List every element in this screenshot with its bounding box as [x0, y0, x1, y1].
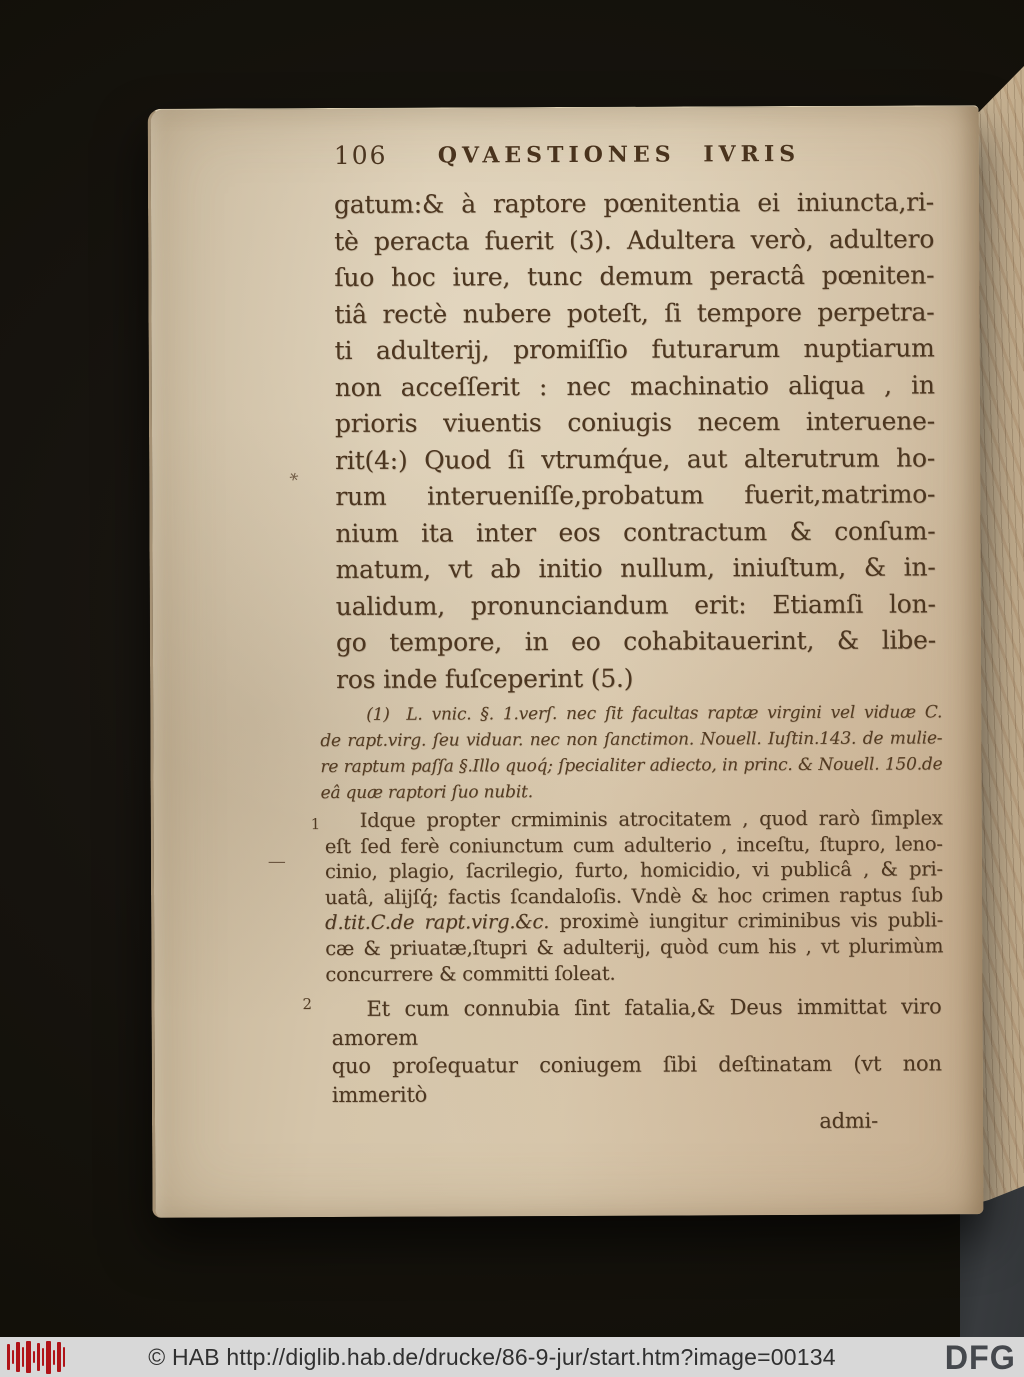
- page-number: 106: [333, 140, 388, 171]
- footnote-line: eâ quæ raptori ſuo nubit.: [320, 782, 533, 804]
- text-line: rit(4:) Quod ſi vtrumq́ue, aut alterutrum ho-: [335, 442, 936, 475]
- text-line: Et cum connubia ſint fatalia,& Deus immittat viro amorem: [331, 994, 942, 1050]
- text-line: cæ & priuatæ,ſtupri & adulterij, quòd cum his , vt plurimùm: [325, 934, 944, 961]
- text-line: eſt ſed ferè coniunctum cum adulterio , inceſtu, ſtupro, leno-: [324, 831, 943, 858]
- footnote-line: (1) L. vnic. §. 1.verſ. nec ſit facultas raptæ virgini vel viduæ C.: [366, 702, 943, 725]
- text-line: prioris viuentis coniugis necem interuene-: [334, 406, 936, 439]
- text-line: tè peracta fuerit (3). Adultera verò, adultero: [334, 223, 935, 256]
- hab-barcode-icon: [7, 1337, 65, 1377]
- text-line: go tempore, in eo cohabitauerint, & libe-: [335, 625, 936, 658]
- footnote-citation: [320, 699, 942, 806]
- text-line: Idque propter crmiminis atrocitatem , quod rarò ſimplex: [359, 806, 943, 832]
- text-line: nium ita inter eos contractum & conſum-: [335, 515, 936, 548]
- text-line: quo proſequatur coniugem ſibi deſtinatam (vt non immeritò: [331, 1051, 942, 1107]
- copyright-url-text: © HAB http://diglib.hab.de/drucke/86-9-jur/start.htm?image=00134: [148, 1344, 836, 1370]
- citation-lead: d.tit.C.de rapt.virg.&c.: [325, 910, 550, 935]
- text-line: non acceſſerit : nec machinatio aliqua , in: [334, 369, 935, 402]
- dfg-logo: DFG: [944, 1339, 1016, 1377]
- text-line: rum interueniſſe,probatum fuerit,matrimo-: [335, 479, 936, 512]
- text-line-mixed: [325, 908, 943, 936]
- numbered-section-2: [331, 993, 942, 1138]
- margin-number-1: 1: [310, 815, 321, 834]
- text-line: ros inde fuſceperint (5.): [336, 663, 634, 694]
- text-line: matum, vt ab initio nullum, iniuſtum, & in-: [335, 552, 936, 585]
- footnote-line: de rapt.virg. ſeu viduar. nec non ſanctimon. Nouell. Iuſtin.143. de mulie-: [320, 728, 943, 752]
- running-title: QVAESTIONES IVRIS: [437, 140, 801, 169]
- page-header: [334, 134, 934, 171]
- text-line: gatum:& à raptore pœnitentia ei iniuncta,ri-: [333, 187, 935, 220]
- catchword: admi-: [819, 1108, 879, 1134]
- numbered-section-1: [325, 805, 944, 987]
- text-line: ualidum, pronunciandum erit: Etiamſi lon-: [335, 588, 936, 621]
- margin-number-2: 2: [302, 995, 313, 1014]
- footnote-line: re raptum paſſa §.Illo quoq́; ſpecialiter adiecto, in princ. & Nouell. 150.de: [320, 754, 943, 778]
- margin-mark-dash: —: [267, 851, 284, 873]
- text-line: ti adulterij, promiſſio futurarum nuptiarum: [334, 333, 935, 366]
- text-line: uatâ, alijſq́; factis ſcandaloſis. Vndè & hoc crimen raptus ſub: [324, 883, 944, 909]
- text-line: cinio, plagio, ſacrilegio, furto, homicidio, vi publicâ , & pri-: [324, 857, 943, 884]
- watermark-footer-bar: [0, 1337, 1024, 1377]
- text-column: [320, 106, 944, 1137]
- book-page-scan: [148, 105, 984, 1218]
- text-line: ſuo hoc iure, tunc demum peractâ pœniten-: [334, 260, 935, 293]
- main-paragraph: [334, 184, 936, 698]
- line-rest: proximè iungitur criminibus vis publi-: [549, 908, 944, 934]
- text-line: tiâ rectè nubere poteſt, ſi tempore perpetra-: [334, 296, 935, 329]
- text-line: concurrere & committi ſoleat.: [325, 961, 616, 986]
- margin-mark-star: ⁎: [287, 464, 302, 487]
